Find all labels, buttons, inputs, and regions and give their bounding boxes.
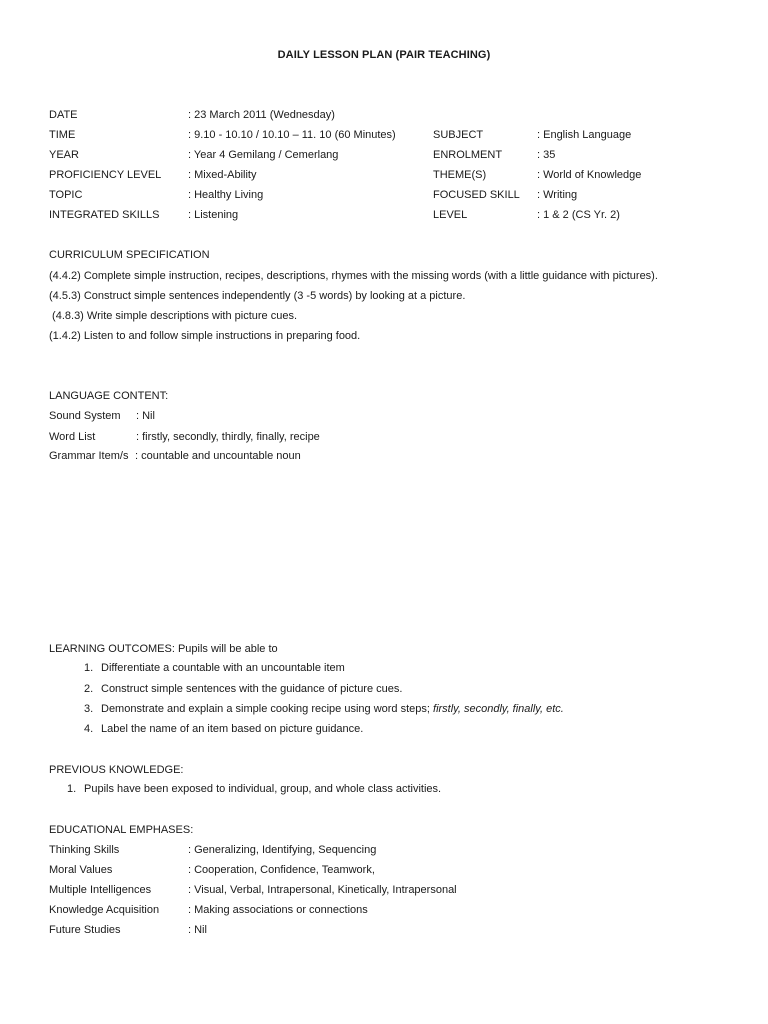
list-text: Construct simple sentences with the guidance of picture cues. — [101, 683, 403, 695]
proficiency-value: : Mixed-Ability — [188, 169, 257, 181]
list-text-italic: firstly, secondly, finally, etc. — [433, 703, 564, 715]
info-row-proficiency — [0, 169, 768, 183]
list-text — [101, 703, 564, 715]
emphasis-value: : Generalizing, Identifying, Sequencing — [188, 844, 377, 856]
focused-skill-label: FOCUSED SKILL — [433, 189, 520, 201]
curriculum-line: (4.4.2) Complete simple instruction, recipes, descriptions, rhymes with the missing words (with a little guidance with pictures). — [49, 270, 658, 282]
page-title: DAILY LESSON PLAN (PAIR TEACHING) — [277, 49, 491, 61]
list-number: 4. — [84, 723, 94, 735]
grammar-label: Grammar Item/s — [49, 450, 129, 462]
sound-system-label: Sound System — [49, 410, 121, 422]
info-row-topic — [0, 189, 768, 203]
list-text: Pupils have been exposed to individual, group, and whole class activities. — [84, 783, 442, 795]
level-value: : 1 & 2 (CS Yr. 2) — [537, 209, 620, 221]
list-number: 1. — [67, 783, 77, 795]
integrated-skills-label: INTEGRATED SKILLS — [49, 209, 160, 221]
subject-value: : English Language — [537, 129, 632, 141]
info-row-time — [0, 129, 768, 143]
emphasis-label: Knowledge Acquisition — [49, 904, 160, 916]
emphasis-label: Future Studies — [49, 924, 121, 936]
learning-outcomes-heading: LEARNING OUTCOMES: Pupils will be able to — [49, 643, 278, 655]
emphasis-label: Multiple Intelligences — [49, 884, 152, 896]
list-text: Label the name of an item based on picture guidance. — [101, 723, 364, 735]
emphasis-value: : Making associations or connections — [188, 904, 368, 916]
subject-label: SUBJECT — [433, 129, 484, 141]
previous-knowledge-heading: PREVIOUS KNOWLEDGE: — [49, 764, 184, 776]
list-number: 2. — [84, 683, 94, 695]
topic-label: TOPIC — [49, 189, 83, 201]
grammar-value: : countable and uncountable noun — [135, 450, 301, 462]
focused-skill-value: : Writing — [537, 189, 578, 201]
language-heading: LANGUAGE CONTENT: — [49, 390, 169, 402]
date-label: DATE — [49, 109, 78, 121]
integrated-skills-value: : Listening — [188, 209, 239, 221]
list-number: 1. — [84, 662, 94, 674]
list-number: 3. — [84, 703, 94, 715]
word-list-label: Word List — [49, 431, 96, 443]
enrolment-label: ENROLMENT — [433, 149, 503, 161]
emphasis-label: Moral Values — [49, 864, 113, 876]
topic-value: : Healthy Living — [188, 189, 264, 201]
sound-system-value: : Nil — [136, 410, 155, 422]
time-label: TIME — [49, 129, 76, 141]
proficiency-label: PROFICIENCY LEVEL — [49, 169, 162, 181]
enrolment-value: : 35 — [537, 149, 556, 161]
list-text: Differentiate a countable with an uncountable item — [101, 662, 345, 674]
emphasis-value: : Nil — [188, 924, 207, 936]
curriculum-line: (4.8.3) Write simple descriptions with picture cues. — [49, 310, 297, 322]
info-row-year — [0, 149, 768, 163]
date-value: : 23 March 2011 (Wednesday) — [188, 109, 335, 121]
list-text-plain: Demonstrate and explain a simple cooking recipe using word steps; — [101, 703, 434, 715]
info-row-integrated — [0, 209, 768, 223]
theme-label: THEME(S) — [433, 169, 487, 181]
info-row-date — [0, 109, 768, 123]
year-label: YEAR — [49, 149, 79, 161]
theme-value: : World of Knowledge — [537, 169, 642, 181]
word-list-value: : firstly, secondly, thirdly, finally, recipe — [136, 431, 320, 443]
time-value: : 9.10 - 10.10 / 10.10 – 11. 10 (60 Minutes) — [188, 129, 396, 141]
emphasis-value: : Cooperation, Confidence, Teamwork, — [188, 864, 375, 876]
year-value: : Year 4 Gemilang / Cemerlang — [188, 149, 339, 161]
emphasis-value: : Visual, Verbal, Intrapersonal, Kinetically, Intrapersonal — [188, 884, 457, 896]
educational-emphases-heading: EDUCATIONAL EMPHASES: — [49, 824, 194, 836]
level-label: LEVEL — [433, 209, 468, 221]
curriculum-heading: CURRICULUM SPECIFICATION — [49, 249, 210, 261]
curriculum-line: (4.5.3) Construct simple sentences independently (3 -5 words) by looking at a picture. — [49, 290, 466, 302]
curriculum-line: (1.4.2) Listen to and follow simple instructions in preparing food. — [49, 330, 361, 342]
emphasis-label: Thinking Skills — [49, 844, 120, 856]
